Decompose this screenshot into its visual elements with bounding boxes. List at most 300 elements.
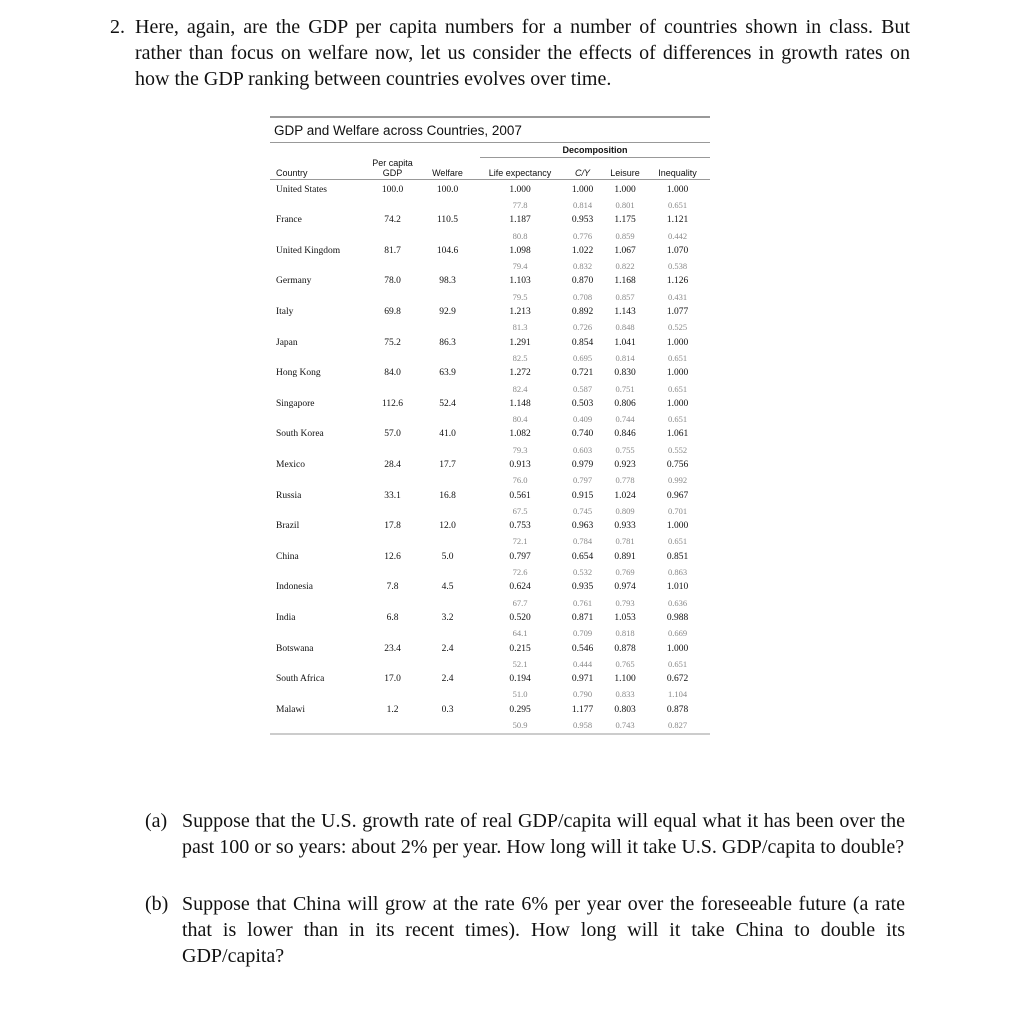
cell-life2: 82.4: [512, 383, 528, 394]
cell-cy: 1.177: [571, 704, 594, 715]
cell-ineq: 0.967: [666, 490, 689, 501]
table-row: [270, 274, 710, 289]
cell-life2: 77.8: [512, 199, 528, 210]
cell-life: 1.213: [509, 307, 531, 318]
empty-cell: [415, 596, 480, 611]
table-row: [270, 550, 710, 565]
cell-welfare: 92.9: [439, 307, 456, 318]
cell-gdp: 78.0: [384, 276, 401, 287]
cell-life: 1.272: [509, 368, 531, 379]
cell-welfare: 98.3: [439, 276, 456, 287]
cell-ineq: 1.000: [666, 398, 689, 409]
cell-leisure2: 0.859: [615, 230, 635, 241]
empty-cell: [415, 412, 480, 427]
cell-life2: 67.5: [512, 505, 528, 516]
cell-ineq2: 0.651: [667, 536, 688, 547]
cell-gdp: 84.0: [384, 368, 401, 379]
empty-cell: [270, 565, 370, 580]
part-b-label: (b): [145, 893, 169, 915]
cell-gdp: 100.0: [381, 184, 404, 195]
cell-country: United States: [276, 184, 327, 195]
cell-gdp: 33.1: [384, 490, 401, 501]
cell-cy: 0.963: [571, 521, 594, 532]
table-row: [270, 335, 710, 350]
cell-gdp: 69.8: [384, 307, 401, 318]
cell-leisure2: 0.778: [615, 475, 635, 486]
cell-welfare: 2.4: [441, 643, 454, 654]
cell-country: Indonesia: [276, 582, 313, 593]
table-subrow: [270, 657, 710, 672]
table-row: [270, 580, 710, 595]
cell-leisure2: 0.744: [615, 414, 635, 425]
cell-cy2: 0.532: [572, 567, 593, 578]
cell-leisure: 1.168: [614, 276, 636, 287]
cell-welfare: 17.7: [439, 459, 456, 470]
cell-life2: 72.1: [512, 536, 528, 547]
cell-gdp: 75.2: [384, 337, 401, 348]
cell-ineq: 1.061: [666, 429, 689, 440]
empty-cell: [415, 320, 480, 335]
cell-cy2: 0.726: [572, 322, 593, 333]
cell-ineq: 1.126: [666, 276, 689, 287]
empty-cell: [415, 473, 480, 488]
empty-cell: [370, 534, 415, 549]
cell-gdp: 23.4: [384, 643, 401, 654]
cell-gdp: 12.6: [384, 551, 401, 562]
cell-cy: 0.721: [571, 368, 594, 379]
cell-ineq2: 0.538: [667, 261, 688, 272]
cell-gdp: 74.2: [384, 215, 401, 226]
cell-welfare: 63.9: [439, 368, 456, 379]
cell-welfare: 100.0: [436, 184, 459, 195]
cell-life2: 82.5: [512, 352, 528, 363]
cell-gdp: 28.4: [384, 459, 401, 470]
table-subrow: [270, 320, 710, 335]
table-subrow: [270, 565, 710, 580]
table-row: [270, 397, 710, 412]
cell-leisure: 0.974: [614, 582, 636, 593]
cell-leisure: 1.024: [614, 490, 636, 501]
cell-leisure2: 0.765: [615, 658, 635, 669]
col-leisure: Leisure: [605, 158, 645, 180]
empty-cell: [370, 351, 415, 366]
cell-life2: 80.8: [512, 230, 528, 241]
table-row: [270, 672, 710, 687]
cell-ineq: 1.000: [666, 521, 689, 532]
cell-cy: 0.654: [571, 551, 594, 562]
cell-life: 0.561: [509, 490, 531, 501]
cell-leisure2: 0.801: [615, 199, 635, 210]
empty-cell: [370, 504, 415, 519]
cell-welfare: 5.0: [441, 551, 454, 562]
cell-welfare: 0.3: [441, 704, 454, 715]
table-subrow: [270, 504, 710, 519]
cell-ineq2: 1.104: [667, 689, 688, 700]
cell-cy2: 0.695: [572, 352, 593, 363]
table-body: [270, 179, 710, 733]
cell-leisure: 0.923: [614, 459, 636, 470]
cell-country: Singapore: [276, 398, 315, 409]
empty-cell: [370, 718, 415, 733]
cell-life2: 67.7: [512, 597, 528, 608]
cell-cy2: 0.603: [572, 444, 593, 455]
empty-cell: [415, 351, 480, 366]
table-title: GDP and Welfare across Countries, 2007: [270, 118, 710, 143]
table-row: [270, 519, 710, 534]
table-row: [270, 611, 710, 626]
cell-country: South Africa: [276, 674, 325, 685]
empty-cell: [370, 596, 415, 611]
cell-life: 1.187: [509, 215, 531, 226]
empty-cell: [415, 626, 480, 641]
cell-ineq2: 0.651: [667, 658, 688, 669]
cell-life: 0.753: [509, 521, 531, 532]
cell-life: 0.215: [509, 643, 531, 654]
cell-leisure: 1.143: [614, 307, 636, 318]
table-subrow: [270, 228, 710, 243]
table-subrow: [270, 687, 710, 702]
cell-gdp: 112.6: [381, 398, 404, 409]
table-subrow: [270, 718, 710, 733]
cell-country: South Korea: [276, 429, 324, 440]
empty-cell: [370, 228, 415, 243]
cell-cy: 0.546: [571, 643, 594, 654]
table-subrow: [270, 412, 710, 427]
table-row: [270, 179, 710, 198]
cell-cy: 0.503: [571, 398, 594, 409]
cell-ineq: 0.878: [666, 704, 689, 715]
cell-ineq: 1.000: [666, 643, 689, 654]
cell-leisure: 1.067: [614, 245, 636, 256]
empty-cell: [415, 228, 480, 243]
table-row: [270, 488, 710, 503]
cell-leisure2: 0.743: [615, 720, 635, 731]
cell-cy: 0.979: [571, 459, 594, 470]
cell-cy: 0.740: [571, 429, 594, 440]
cell-cy: 0.971: [571, 674, 594, 685]
empty-cell: [270, 198, 370, 213]
table-subrow: [270, 473, 710, 488]
cell-ineq2: 0.651: [667, 199, 688, 210]
part-b: [145, 891, 905, 969]
cell-gdp: 6.8: [386, 612, 399, 623]
cell-cy2: 0.709: [572, 628, 593, 639]
part-a-label: (a): [145, 810, 168, 832]
empty-cell: [415, 198, 480, 213]
table-row: [270, 244, 710, 259]
empty-cell: [370, 320, 415, 335]
cell-country: Mexico: [276, 459, 306, 470]
cell-leisure2: 0.755: [615, 444, 635, 455]
cell-cy2: 0.708: [572, 291, 593, 302]
cell-life2: 50.9: [512, 720, 528, 731]
cell-country: Hong Kong: [276, 368, 321, 379]
cell-leisure2: 0.848: [615, 322, 635, 333]
cell-leisure: 1.175: [614, 215, 636, 226]
cell-ineq2: 0.651: [667, 383, 688, 394]
decomposition-header: Decomposition: [480, 143, 710, 158]
cell-leisure2: 0.781: [615, 536, 635, 547]
cell-ineq: 1.070: [666, 245, 689, 256]
cell-country: Germany: [276, 276, 312, 287]
cell-leisure2: 0.818: [615, 628, 635, 639]
cell-leisure2: 0.751: [615, 383, 635, 394]
cell-country: Italy: [276, 307, 294, 318]
empty-cell: [370, 412, 415, 427]
cell-leisure: 0.933: [614, 521, 636, 532]
cell-cy2: 0.797: [572, 475, 593, 486]
cell-life: 1.103: [509, 276, 531, 287]
cell-life2: 80.4: [512, 414, 528, 425]
empty-cell: [415, 687, 480, 702]
empty-cell: [415, 259, 480, 274]
cell-ineq: 1.010: [666, 582, 689, 593]
cell-cy2: 0.790: [572, 689, 593, 700]
cell-cy2: 0.958: [572, 720, 593, 731]
table-row: [270, 427, 710, 442]
cell-welfare: 4.5: [441, 582, 454, 593]
cell-life2: 64.1: [512, 628, 528, 639]
empty-cell: [415, 534, 480, 549]
cell-life2: 51.0: [512, 689, 528, 700]
cell-leisure: 0.891: [614, 551, 636, 562]
cell-country: Brazil: [276, 521, 300, 532]
empty-cell: [415, 565, 480, 580]
cell-country: Malawi: [276, 704, 306, 715]
gdp-welfare-table: [270, 116, 710, 735]
col-gdp-top: Per capita: [372, 157, 413, 168]
cell-country: Botswana: [276, 643, 314, 654]
question-2: [110, 14, 910, 92]
table-row: [270, 458, 710, 473]
table-subrow: [270, 198, 710, 213]
cell-country: France: [276, 215, 302, 226]
col-life-expectancy: Life expectancy: [480, 158, 560, 180]
empty-cell: [415, 718, 480, 733]
cell-cy: 0.892: [571, 307, 594, 318]
cell-welfare: 12.0: [439, 521, 456, 532]
cell-leisure2: 0.793: [615, 597, 635, 608]
cell-ineq2: 0.525: [667, 322, 688, 333]
cell-ineq: 1.077: [666, 307, 689, 318]
empty-cell: [270, 290, 370, 305]
cell-life2: 52.1: [512, 658, 528, 669]
cell-ineq2: 0.552: [667, 444, 688, 455]
table-row: [270, 703, 710, 718]
table-subrow: [270, 351, 710, 366]
cell-leisure: 0.803: [614, 704, 636, 715]
cell-ineq2: 0.651: [667, 352, 688, 363]
cell-leisure2: 0.833: [615, 689, 635, 700]
cell-leisure: 0.830: [614, 368, 636, 379]
cell-ineq2: 0.863: [667, 567, 688, 578]
col-welfare: Welfare: [415, 158, 480, 180]
cell-ineq2: 0.431: [667, 291, 688, 302]
cell-ineq2: 0.442: [667, 230, 688, 241]
cell-life2: 81.3: [512, 322, 528, 333]
cell-cy: 0.854: [571, 337, 594, 348]
empty-cell: [270, 626, 370, 641]
cell-cy2: 0.776: [572, 230, 593, 241]
empty-cell: [370, 198, 415, 213]
col-country: Country: [270, 158, 370, 180]
empty-cell: [370, 290, 415, 305]
cell-welfare: 3.2: [441, 612, 454, 623]
col-cy: C/Y: [560, 158, 605, 180]
table-subrow: [270, 443, 710, 458]
cell-life2: 79.3: [512, 444, 528, 455]
cell-life: 0.295: [509, 704, 531, 715]
empty-cell: [370, 381, 415, 396]
cell-cy: 0.915: [571, 490, 594, 501]
cell-ineq2: 0.992: [667, 475, 688, 486]
cell-gdp: 81.7: [384, 245, 401, 256]
cell-life: 1.148: [509, 398, 531, 409]
cell-ineq2: 0.827: [667, 720, 688, 731]
cell-cy2: 0.409: [572, 414, 593, 425]
cell-cy2: 0.444: [572, 658, 593, 669]
cell-life2: 79.4: [512, 261, 528, 272]
empty-cell: [270, 534, 370, 549]
cell-cy: 1.000: [571, 184, 594, 195]
empty-cell: [270, 320, 370, 335]
empty-cell: [415, 443, 480, 458]
empty-cell: [415, 290, 480, 305]
col-inequality: Inequality: [645, 158, 710, 180]
empty-cell: [370, 657, 415, 672]
cell-life: 0.797: [509, 551, 531, 562]
cell-life2: 76.0: [512, 475, 528, 486]
cell-cy: 0.953: [571, 215, 594, 226]
cell-life: 1.291: [509, 337, 531, 348]
cell-leisure: 0.806: [614, 398, 636, 409]
cell-ineq: 0.672: [666, 674, 689, 685]
cell-ineq2: 0.669: [667, 628, 688, 639]
empty-cell: [270, 412, 370, 427]
cell-gdp: 57.0: [384, 429, 401, 440]
empty-cell: [270, 687, 370, 702]
cell-leisure2: 0.809: [615, 505, 635, 516]
col-gdp: [370, 158, 415, 180]
cell-cy: 1.022: [571, 245, 594, 256]
cell-ineq: 0.851: [666, 551, 689, 562]
cell-cy: 0.935: [571, 582, 594, 593]
cell-welfare: 104.6: [436, 245, 459, 256]
cell-cy2: 0.832: [572, 261, 593, 272]
empty-cell: [415, 657, 480, 672]
cell-life2: 72.6: [512, 567, 528, 578]
cell-ineq2: 0.701: [667, 505, 688, 516]
col-gdp-bottom: GDP: [382, 167, 403, 178]
empty-cell: [415, 381, 480, 396]
empty-cell: [270, 351, 370, 366]
empty-cell: [415, 504, 480, 519]
cell-leisure: 1.000: [614, 184, 636, 195]
cell-leisure2: 0.857: [615, 291, 635, 302]
table-subrow: [270, 596, 710, 611]
empty-cell: [370, 687, 415, 702]
part-a: [145, 808, 905, 860]
empty-cell: [270, 718, 370, 733]
cell-cy2: 0.745: [572, 505, 593, 516]
cell-life: 0.913: [509, 459, 531, 470]
empty-cell: [370, 443, 415, 458]
cell-life: 1.082: [509, 429, 531, 440]
cell-ineq: 1.121: [666, 215, 689, 226]
empty-cell: [370, 565, 415, 580]
table-subrow: [270, 534, 710, 549]
table-row: [270, 305, 710, 320]
empty-cell: [270, 504, 370, 519]
cell-cy2: 0.587: [572, 383, 593, 394]
empty-cell: [370, 473, 415, 488]
empty-cell: [270, 657, 370, 672]
cell-ineq2: 0.651: [667, 414, 688, 425]
cell-life: 1.098: [509, 245, 531, 256]
cell-ineq: 0.988: [666, 612, 689, 623]
empty-cell: [270, 259, 370, 274]
cell-welfare: 110.5: [436, 215, 459, 226]
cell-country: United Kingdom: [276, 245, 341, 256]
empty-cell: [370, 626, 415, 641]
cell-leisure2: 0.822: [615, 261, 635, 272]
cell-cy: 0.870: [571, 276, 594, 287]
empty-cell: [370, 259, 415, 274]
cell-ineq: 1.000: [666, 368, 689, 379]
table-subrow: [270, 290, 710, 305]
cell-country: India: [276, 612, 296, 623]
cell-welfare: 16.8: [439, 490, 456, 501]
cell-ineq: 1.000: [666, 184, 689, 195]
cell-gdp: 17.8: [384, 521, 401, 532]
cell-welfare: 86.3: [439, 337, 456, 348]
cell-leisure: 1.041: [614, 337, 636, 348]
cell-cy2: 0.814: [572, 199, 593, 210]
cell-leisure: 0.878: [614, 643, 636, 654]
empty-cell: [270, 381, 370, 396]
cell-leisure: 1.053: [614, 612, 636, 623]
cell-leisure: 0.846: [614, 429, 636, 440]
part-a-text: Suppose that the U.S. growth rate of real GDP/capita will equal what it has been over the past 100 or so years: about 2% per year. How long will it take U.S. GDP/capita to double?: [182, 810, 905, 858]
cell-welfare: 52.4: [439, 398, 456, 409]
cell-leisure: 1.100: [614, 674, 636, 685]
table-subrow: [270, 259, 710, 274]
cell-gdp: 1.2: [386, 704, 399, 715]
cell-cy2: 0.761: [572, 597, 593, 608]
cell-welfare: 41.0: [439, 429, 456, 440]
cell-gdp: 7.8: [386, 582, 399, 593]
part-b-text: Suppose that China will grow at the rate 6% per year over the foreseeable future (a rate that is lower than in its recent times). How long will it take China to double its GDP/capita?: [182, 893, 905, 967]
table-subrow: [270, 626, 710, 641]
cell-life: 1.000: [509, 184, 531, 195]
cell-ineq: 0.756: [666, 459, 689, 470]
table-row: [270, 641, 710, 656]
empty-cell: [270, 443, 370, 458]
cell-life: 0.520: [509, 612, 531, 623]
table-row: [270, 366, 710, 381]
cell-life2: 79.5: [512, 291, 528, 302]
cell-leisure2: 0.814: [615, 352, 635, 363]
cell-country: Russia: [276, 490, 302, 501]
table-row: [270, 213, 710, 228]
cell-life: 0.624: [509, 582, 531, 593]
cell-gdp: 17.0: [384, 674, 401, 685]
question-text: Here, again, are the GDP per capita numbers for a number of countries shown in class. But rather than focus on welfare now, let us consider the effects of differences in growth rates on how the GDP ranking between countries evolves over time.: [135, 16, 910, 90]
cell-cy2: 0.784: [572, 536, 593, 547]
empty-cell: [270, 596, 370, 611]
cell-life: 0.194: [509, 674, 531, 685]
cell-country: Japan: [276, 337, 298, 348]
